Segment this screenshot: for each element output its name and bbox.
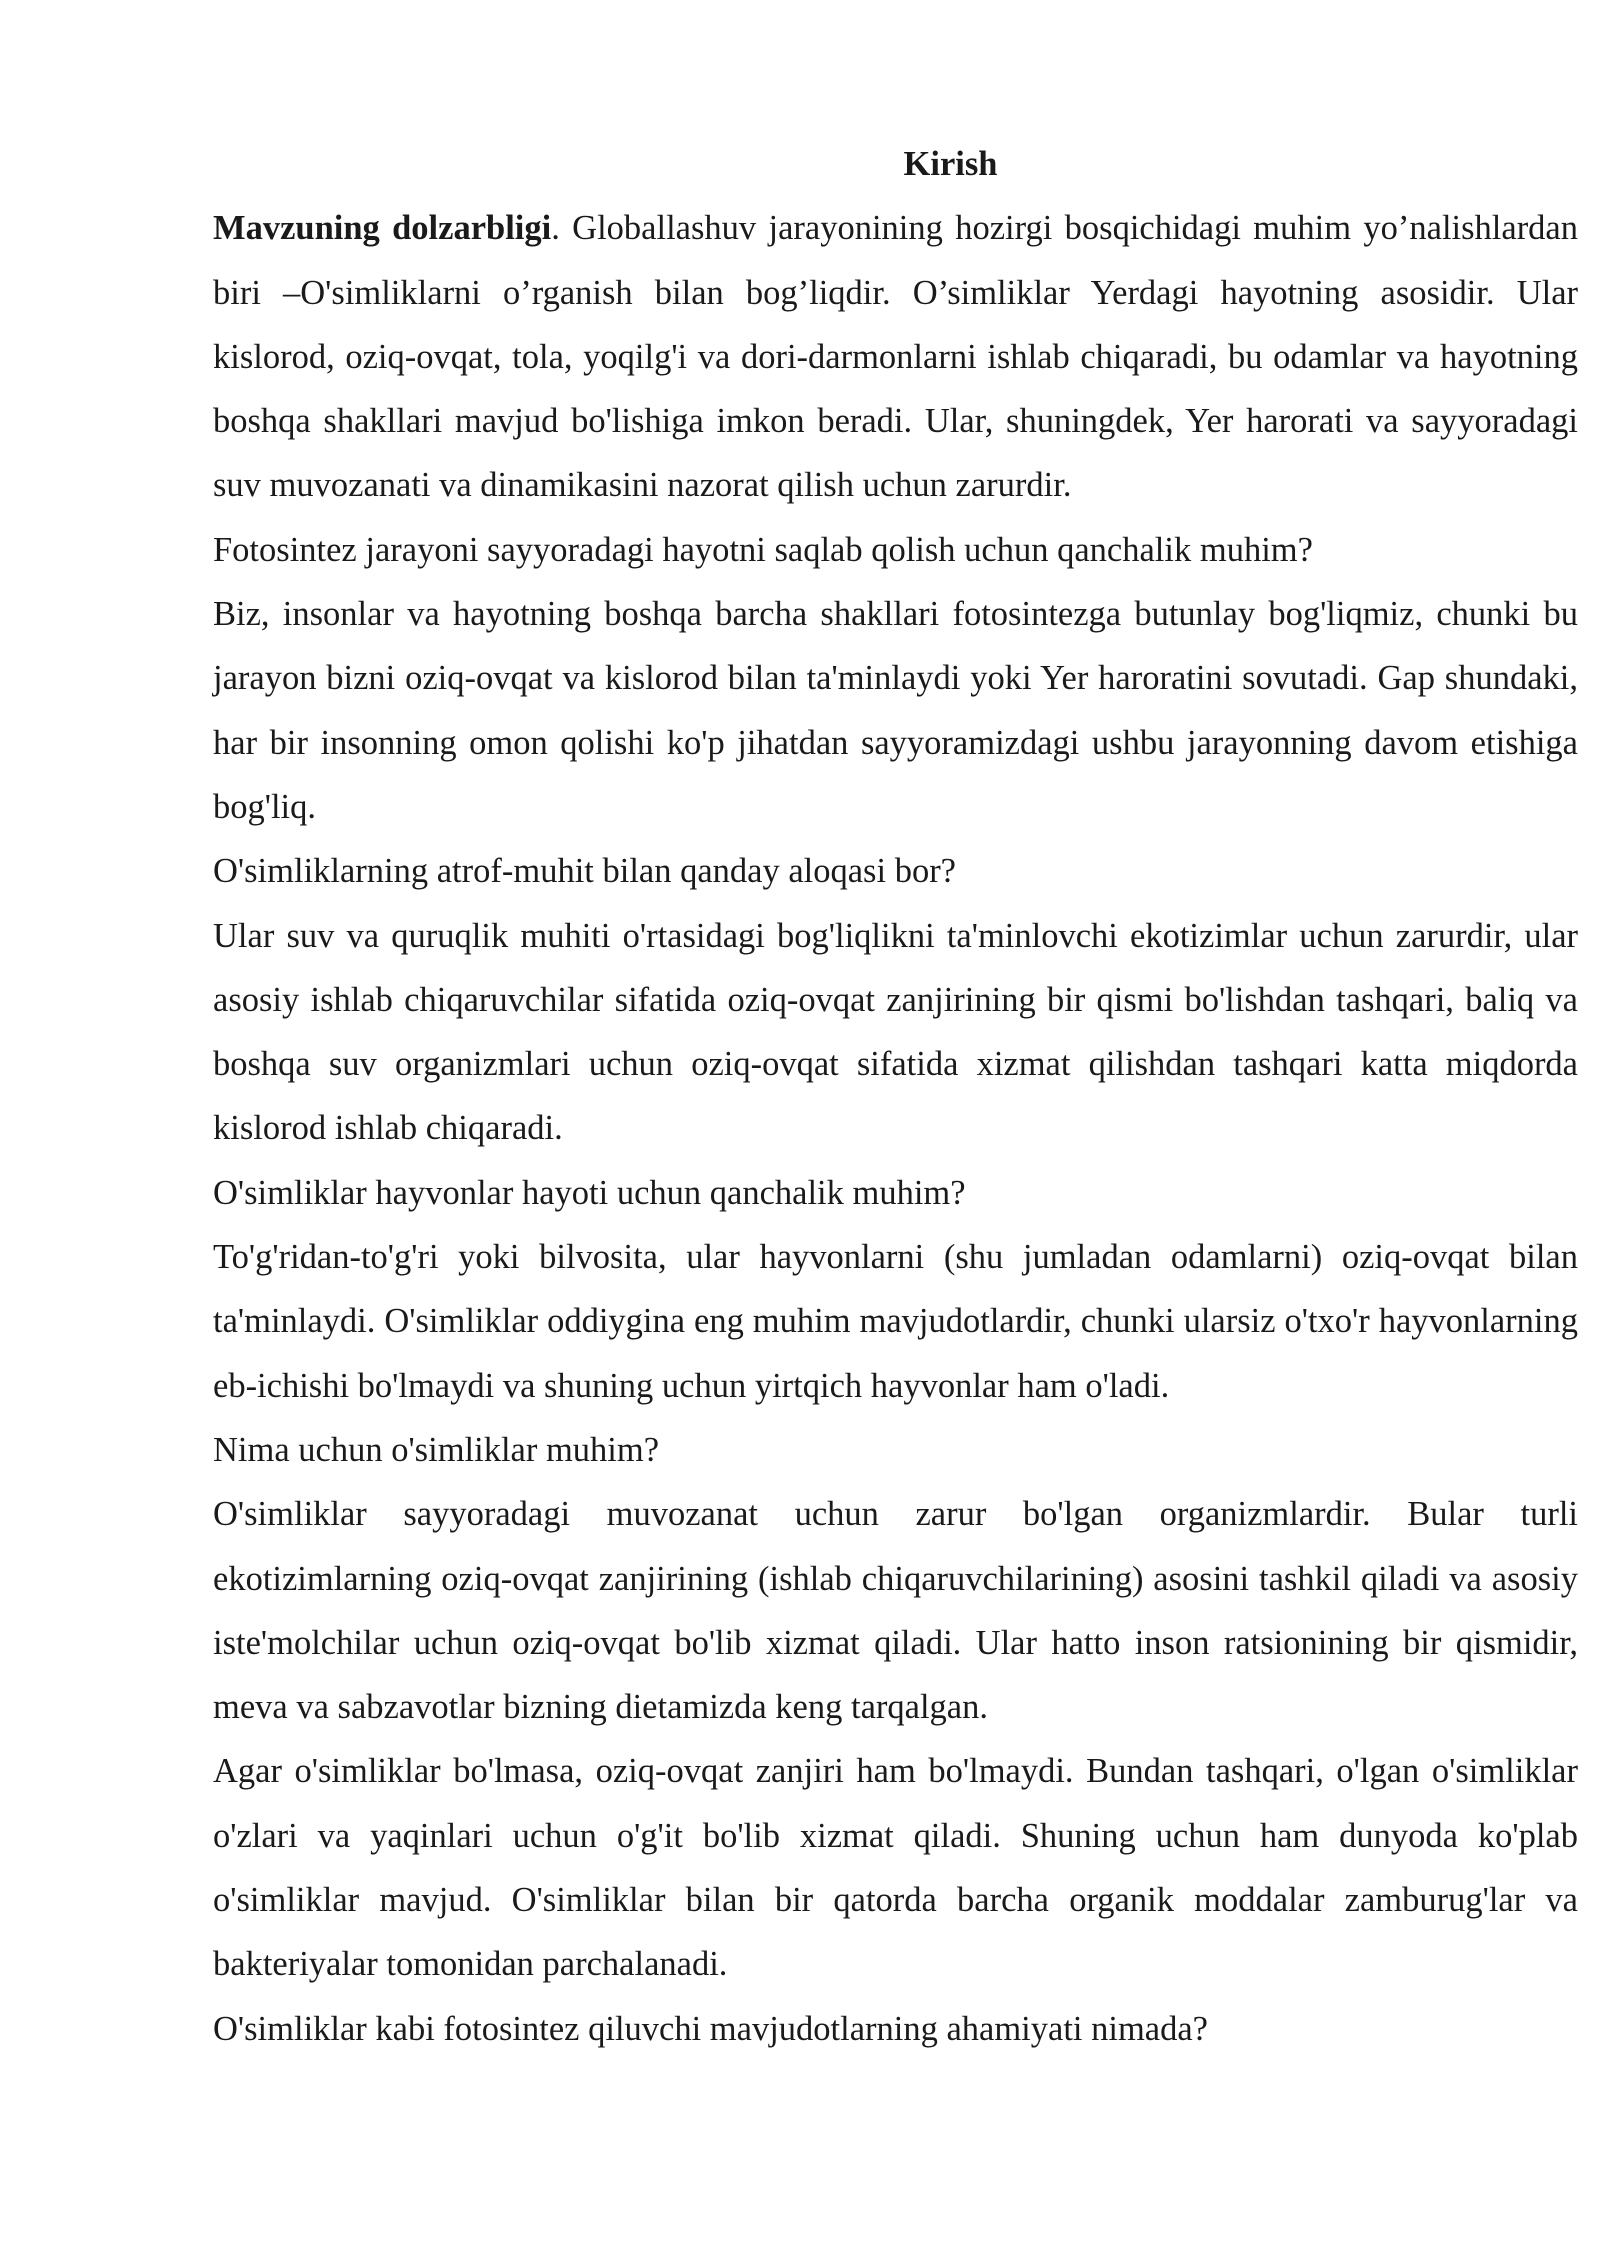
paragraph-food-chain: Agar o'simliklar bo'lmasa, oziq-ovqat zanjiri ham bo'lmaydi. Bundan tashqari, o'lgan o'simliklar o'zlari va yaqinlari uchun o'g'it bo'lib xizmat qiladi. Shuning uchun ham dunyoda ko'plab o'simliklar mavjud. O'simliklar bilan bir qatorda barcha organik moddalar zamburug'lar va bakteriyalar tomonidan parchalanadi.	[213, 1752, 1578, 1984]
question-environment: O'simliklarning atrof-muhit bilan qanday aloqasi bor?	[213, 852, 956, 891]
intro-lead: Mavzuning dolzarbligi	[213, 209, 552, 248]
question-importance: Nima uchun o'simliklar muhim?	[213, 1430, 660, 1469]
paragraph-importance: O'simliklar sayyoradagi muvozanat uchun zarur bo'lgan organizmlardir. Bular turli ekotizimlarning oziq-ovqat zanjirining (ishlab chiqaruvchilarining) asosini tashkil qiladi va asosiy iste'molchilar uchun oziq-ovqat bo'lib xizmat qiladi. Ular hatto inson ratsionining bir qismidir, meva va sabzavotlar bizning dietamizda keng tarqalgan.	[213, 1495, 1578, 1727]
paragraph-photosynthesis: Biz, insonlar va hayotning boshqa barcha shakllari fotosintezga butunlay bog'liqmiz, chunki bu jarayon bizni oziq-ovqat va kislorod bilan ta'minlaydi yoki Yer haroratini sovutadi. Gap shundaki, har bir insonning omon qolishi ko'p jihatdan sayyoramizdagi ushbu jarayonning davom etishiga bog'liq.	[213, 595, 1578, 826]
question-animals: O'simliklar hayvonlar hayoti uchun qanchalik muhim?	[213, 1173, 966, 1212]
document-title: Kirish	[903, 145, 998, 183]
question-photosynthetic-organisms: O'simliklar kabi fotosintez qiluvchi mavjudotlarning ahamiyati nimada?	[213, 2009, 1208, 2048]
question-photosynthesis: Fotosintez jarayoni sayyoradagi hayotni saqlab qolish uchun qanchalik muhim?	[213, 530, 1313, 569]
intro-text: . Globallashuv jarayonining hozirgi bosqichidagi muhim yo’nalishlardan biri –O'simliklarni o’rganish bilan bog’liqdir. O’simliklar Yerdagi hayotning asosidir. Ular kislorod, oziq-ovqat, tola, yoqilg'i va dori-darmonlarni ishlab chiqaradi, bu odamlar va hayotning boshqa shakllari mavjud bo'lishiga imkon beradi. Ular, shuningdek, Yer harorati va sayyoradagi suv muvozanati va dinamikasini nazorat qilish uchun zarurdir.	[213, 209, 1578, 505]
paragraph-environment: Ular suv va quruqlik muhiti o'rtasidagi bog'liqlikni ta'minlovchi ekotizimlar uchun zarurdir, ular asosiy ishlab chiqaruvchilar sifatida oziq-ovqat zanjirining bir qismi bo'lishdan tashqari, baliq va boshqa suv organizmlari uchun oziq-ovqat sifatida xizmat qilishdan tashqari katta miqdorda kislorod ishlab chiqaradi.	[213, 916, 1578, 1148]
document-page	[213, 132, 1578, 2061]
intro-paragraph	[213, 196, 1578, 517]
paragraph-animals: To'g'ridan-to'g'ri yoki bilvosita, ular hayvonlarni (shu jumladan odamlarni) oziq-ovqat bilan ta'minlaydi. O'simliklar oddiygina eng muhim mavjudotlardir, chunki ularsiz o'txo'r hayvonlarning eb-ichishi bo'lmaydi va shuning uchun yirtqich hayvonlar ham o'ladi.	[213, 1238, 1578, 1405]
